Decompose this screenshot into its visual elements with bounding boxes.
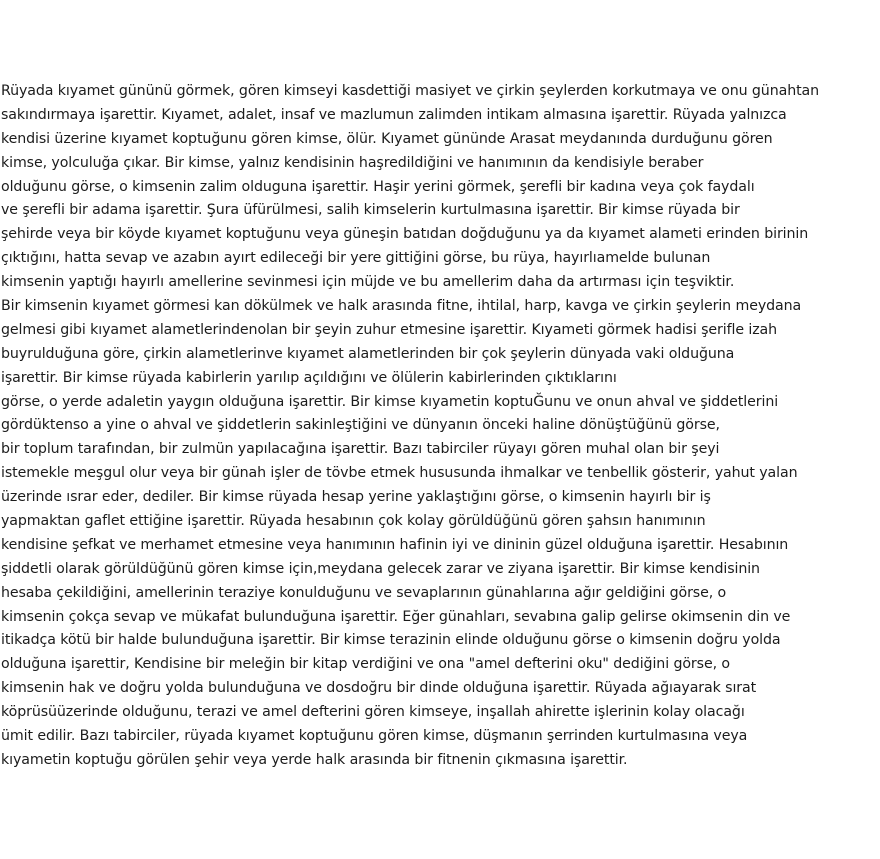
text-line: buyrulduğuna göre, çirkin alametlerinve kıyamet alametlerinden bir çok şeylerin dünyada vaki olduğuna: [1, 345, 735, 362]
text-line: kimsenin hak ve doğru yolda bulunduğuna ve dosdoğru bir dinde olduğuna işarettir. Rüyada ağıayarak sırat: [1, 680, 757, 697]
text-line: üzerinde ısrar eder, dediler. Bir kimse rüyada hesap yerine yaklaştığını görse, o kimsenin hayırlı bir iş: [1, 489, 711, 506]
text-line: gelmesi gibi kıyamet alametlerindenolan bir şeyin zuhur etmesine işarettir. Kıyameti görmek hadisi şerifle izah: [1, 321, 778, 338]
text-line: gördüktenso a yine o ahval ve şiddetlerin sakinleştiğini ve dünyanın önceki haline dönüştüğünü görse,: [1, 417, 720, 434]
text-line: şehirde veya bir köyde kıyamet koptuğunu veya güneşin batıdan doğduğunu ya da kıyamet alameti erinden birinin: [1, 226, 809, 243]
text-line: ümit edilir. Bazı tabirciler, rüyada kıyamet koptuğunu gören kimse, düşmanın şerrinden kurtulmasına veya: [1, 728, 748, 745]
text-line: olduğuna işarettir, Kendisine bir meleğin bir kitap verdiğini ve ona "amel defterini oku" dediğini görse, o: [1, 656, 730, 673]
text-line: kimsenin çokça sevap ve mükafat bulunduğuna işarettir. Eğer günahları, sevabına galip gelirse okimsenin din ve: [1, 608, 791, 625]
text-line: Bir kimsenin kıyamet görmesi kan dökülmek ve halk arasında fitne, ihtilal, harp, kavga ve çirkin şeylerin meydana: [1, 298, 802, 315]
text-line: yapmaktan gaflet ettiğine işarettir. Rüyada hesabının çok kolay görüldüğünü gören şahsın hanımının: [1, 513, 706, 530]
text-line: bir toplum tarafından, bir zulmün yapılacağına işarettir. Bazı tabirciler rüyayı gören muhal olan bir şeyi: [1, 441, 720, 458]
text-line: istemekle meşgul olur veya bir günah işler de tövbe etmek hususunda ihmalkar ve tenbellik gösterir, yahut yalan: [1, 465, 798, 482]
text-line: Rüyada kıyamet gününü görmek, gören kimseyi kasdettiği masiyet ve çirkin şeylerden korkutmaya ve onu günahtan: [1, 83, 820, 99]
text-line: görse, o yerde adaletin yaygın olduğuna işarettir. Bir kimse kıyametin koptuĞunu ve onun ahval ve şiddetlerini: [1, 393, 779, 410]
text-line: itikadça kötü bir halde bulunduğuna işarettir. Bir kimse terazinin elinde olduğunu görse o kimsenin doğru yolda: [1, 632, 781, 649]
text-line: kimsenin yaptığı hayırlı amellerine sevinmesi için müjde ve bu amellerim daha da artırması için teşviktir.: [1, 274, 735, 291]
text-line: çıktığını, hatta sevap ve azabın ayırt edileceği bir yere gittiğini görse, bu rüya, hayırlıamelde bulunan: [1, 250, 711, 267]
text-line: şiddetli olarak görüldüğünü gören kimse için,meydana gelecek zarar ve ziyana işarettir. Bir kimse kendisinin: [1, 560, 760, 577]
text-line: işarettir. Bir kimse rüyada kabirlerin yarılıp açıldığını ve ölülerin kabirlerinden çıktıklarını: [1, 369, 617, 386]
text-line: köprüsüüzerinde olduğunu, terazi ve amel defterini gören kimseye, inşallah ahirette işlerinin kolay olacağı: [1, 704, 745, 721]
text-line: kıyametin koptuğu görülen şehir veya yerde halk arasında bir fitnenin çıkmasına işarettir.: [1, 751, 628, 768]
text-line: olduğunu görse, o kimsenin zalim olduguna işarettir. Haşir yerini görmek, şerefli bir kadına veya çok faydalı: [1, 178, 755, 195]
text-line: kendisine şefkat ve merhamet etmesine veya hanımının hafinin iyi ve dininin güzel olduğuna işarettir. Hesabının: [1, 536, 789, 553]
text-line: sakındırmaya işarettir. Kıyamet, adalet, insaf ve mazlumun zalimden intikam almasına işarettir. Rüyada yalnızca: [1, 106, 787, 123]
text-line: kendisi üzerine kıyamet koptuğunu gören kimse, ölür. Kıyamet gününde Arasat meydanında durduğunu gören: [1, 130, 773, 147]
text-line: ve şerefli bir adama işarettir. Şura üfürülmesi, salih kimselerin kurtulmasına işarettir. Bir kimse rüyada bir: [1, 202, 740, 219]
document-body: [1, 80, 876, 773]
text-line: kimse, yolculuğa çıkar. Bir kimse, yalnız kendisinin haşredildiğini ve hanımının da kendisiyle beraber: [1, 154, 704, 171]
text-line: hesaba çekildiğini, amellerinin teraziye konulduğunu ve sevaplarının günahlarına ağır geldiğini görse, o: [1, 584, 727, 601]
